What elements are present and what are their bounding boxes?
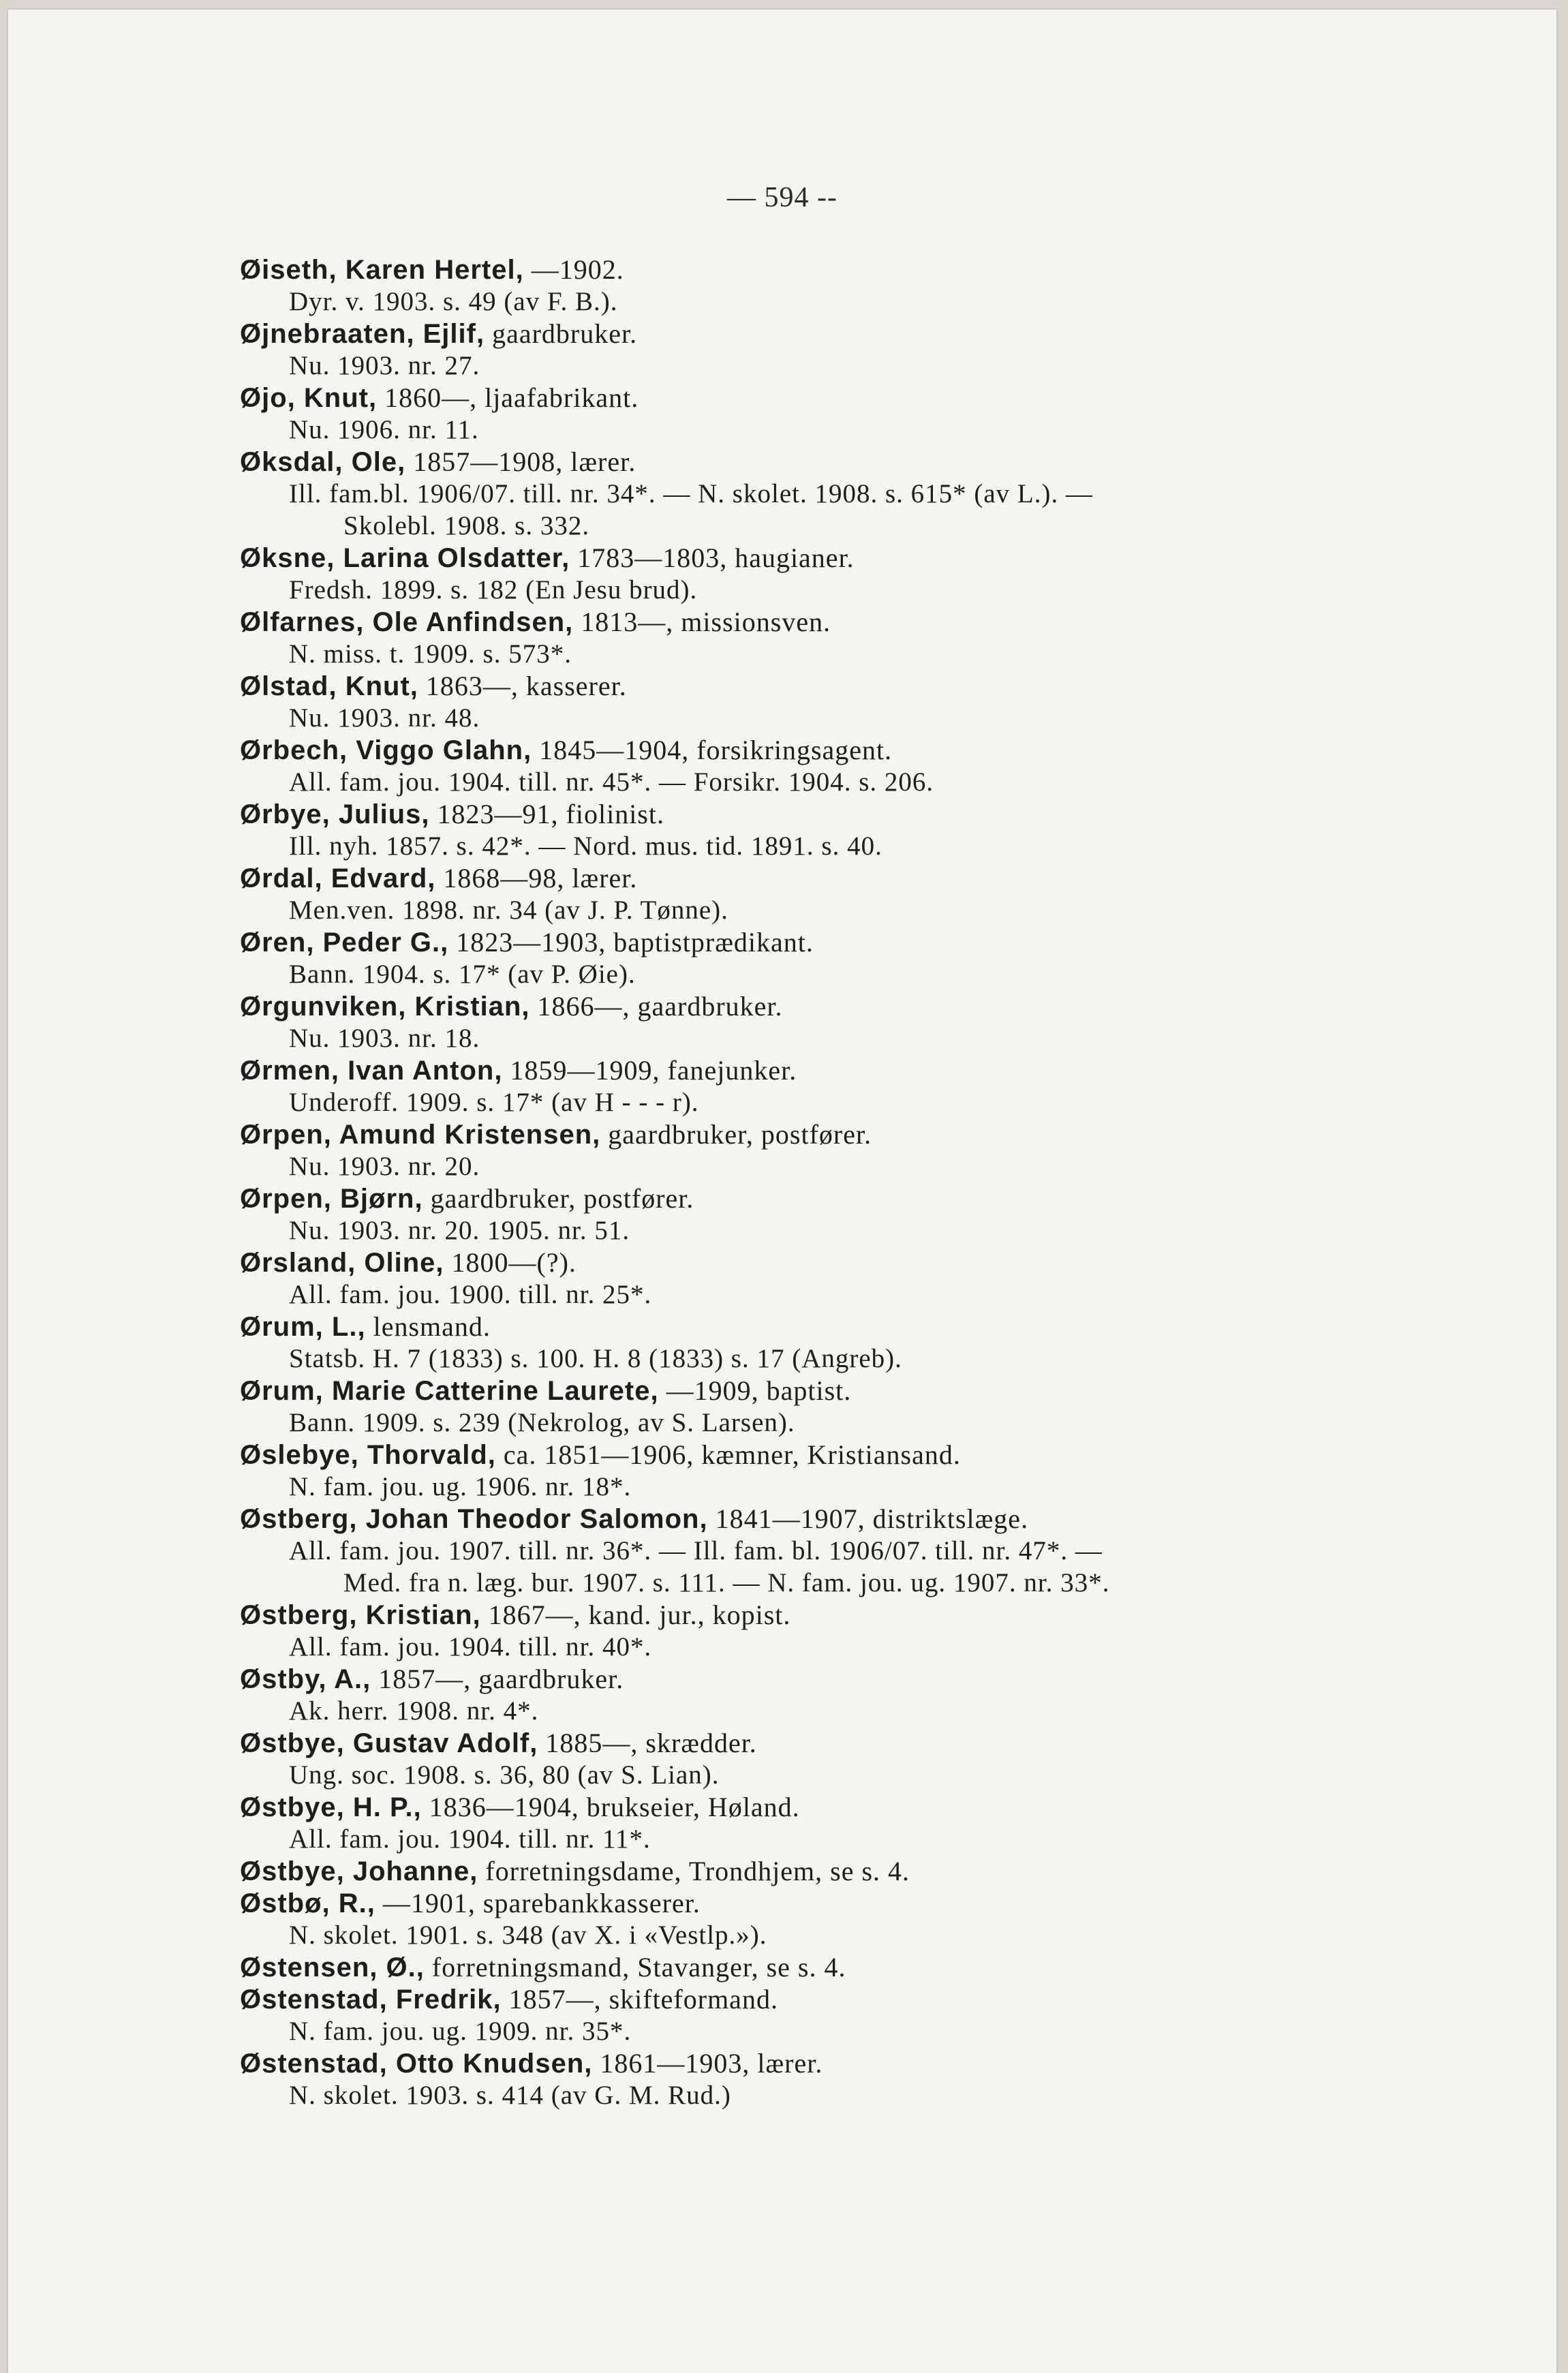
entry-description: 1857—, gaardbruker.: [371, 1664, 624, 1694]
entry: [240, 1375, 1453, 1439]
entry-description: forretningsmand, Stavanger, se s. 4.: [424, 1952, 846, 1982]
entry-heading: [240, 1791, 1453, 1823]
book-page: [8, 10, 1556, 2373]
entry-heading: [240, 990, 1453, 1022]
entry-heading: [240, 1311, 1453, 1343]
entry: [240, 1663, 1453, 1727]
entry-name: Østbø, R.,: [240, 1888, 375, 1918]
entry-name: Ørsland, Oline,: [240, 1248, 444, 1278]
entry-description: 1845—1904, forsikringsagent.: [532, 735, 893, 765]
entry-name: Østberg, Kristian,: [240, 1600, 481, 1630]
entry-description: 1861—1903, lærer.: [592, 2048, 823, 2079]
entry-description: 1860—, ljaafabrikant.: [377, 382, 639, 413]
entry: [240, 990, 1453, 1054]
entry-description: gaardbruker.: [485, 318, 638, 349]
entry-name: Øksne, Larina Olsdatter,: [240, 543, 570, 573]
entry-source: All. fam. jou. 1904. till. nr. 40*.: [289, 1632, 652, 1662]
entry-heading: [240, 2047, 1453, 2079]
entry-heading: [240, 446, 1453, 478]
entry-description: 1885—, skrædder.: [538, 1728, 757, 1758]
entry-description: 1857—, skifteformand.: [501, 1984, 778, 2015]
entry: [240, 446, 1453, 542]
entry-name: Ørpen, Bjørn,: [240, 1184, 423, 1214]
entry-description: 1857—1908, lærer.: [405, 446, 636, 477]
entry: [240, 1118, 1453, 1182]
entry: [240, 318, 1453, 382]
entry-heading: [240, 1182, 1453, 1214]
entry-source: Nu. 1903. nr. 20. 1905. nr. 51.: [289, 1216, 630, 1245]
entry-description: 1823—1903, baptistprædikant.: [448, 927, 814, 958]
entry-name: Øksdal, Ole,: [240, 447, 406, 477]
entry: [240, 1599, 1453, 1663]
entry-heading: [240, 1983, 1453, 2015]
entry-description: 1868—98, lærer.: [435, 863, 638, 893]
entry-heading: [240, 1118, 1453, 1150]
entry-heading: [240, 254, 1453, 286]
entry-description: ca. 1851—1906, kæmner, Kristiansand.: [495, 1439, 961, 1470]
entry-name: Ølfarnes, Ole Anfindsen,: [240, 607, 574, 637]
entry-name: Ølstad, Knut,: [240, 671, 418, 701]
entry-heading: [240, 606, 1453, 638]
entry-heading: [240, 1663, 1453, 1695]
entry-source: Nu. 1903. nr. 48.: [289, 703, 480, 733]
entry-description: 1783—1803, haugianer.: [570, 542, 855, 573]
entry-source: All. fam. jou. 1904. till. nr. 45*. — Forsikr. 1904. s. 206.: [289, 767, 934, 797]
entry: [240, 670, 1453, 734]
entry-name: Østberg, Johan Theodor Salomon,: [240, 1504, 708, 1534]
entry-description: lensmand.: [365, 1311, 491, 1342]
entry-description: 1863—, kasserer.: [418, 671, 627, 701]
entry-name: Ørum, Marie Catterine Laurete,: [240, 1376, 659, 1406]
entry-heading: [240, 542, 1453, 574]
entry-source: All. fam. jou. 1907. till. nr. 36*. — Ill. fam. bl. 1906/07. till. nr. 47*. —: [289, 1536, 1103, 1565]
entry-source: N. skolet. 1901. s. 348 (av X. i «Vestlp.»).: [289, 1920, 767, 1950]
entry-description: —1909, baptist.: [658, 1375, 852, 1406]
entry-source: Skolebl. 1908. s. 332.: [343, 511, 590, 540]
entry: [240, 1182, 1453, 1246]
entry-heading: [240, 1054, 1453, 1086]
entry-source: N. fam. jou. ug. 1906. nr. 18*.: [289, 1472, 632, 1501]
entry-heading: [240, 926, 1453, 958]
entry-name: Ørmen, Ivan Anton,: [240, 1056, 503, 1086]
entry-heading: [240, 798, 1453, 830]
entry-description: —1902.: [523, 254, 624, 285]
entry-name: Ørdal, Edvard,: [240, 863, 436, 893]
entry: [240, 1887, 1453, 1951]
entry-source: Ill. nyh. 1857. s. 42*. — Nord. mus. tid. 1891. s. 40.: [289, 831, 882, 861]
entry-name: Østby, A.,: [240, 1664, 371, 1694]
entry-source: Statsb. H. 7 (1833) s. 100. H. 8 (1833) s. 17 (Angreb).: [289, 1344, 902, 1373]
entry-heading: [240, 1503, 1453, 1535]
entry-source: Bann. 1909. s. 239 (Nekrolog, av S. Larsen).: [289, 1408, 795, 1437]
entry-source: Fredsh. 1899. s. 182 (En Jesu brud).: [289, 575, 698, 604]
entry-source: All. fam. jou. 1904. till. nr. 11*.: [289, 1824, 651, 1854]
entry-heading: [240, 670, 1453, 702]
entry-source: Med. fra n. læg. bur. 1907. s. 111. — N. fam. jou. ug. 1907. nr. 33*.: [343, 1568, 1110, 1597]
entry-heading: [240, 382, 1453, 414]
entry-description: —1901, sparebankkasserer.: [375, 1888, 701, 1918]
entry-description: 1866—, gaardbruker.: [529, 991, 783, 1022]
entry: [240, 1311, 1453, 1375]
entry: [240, 1855, 1453, 1887]
entry-source: Nu. 1903. nr. 18.: [289, 1024, 480, 1053]
entry: [240, 606, 1453, 670]
entry-name: Øren, Peder G.,: [240, 928, 449, 958]
entry-description: 1800—(?).: [444, 1247, 577, 1278]
entry-source: All. fam. jou. 1900. till. nr. 25*.: [289, 1280, 652, 1309]
entry-name: Østenstad, Fredrik,: [240, 1985, 502, 2015]
entry-name: Øjnebraaten, Ejlif,: [240, 319, 485, 349]
entry-source: N. fam. jou. ug. 1909. nr. 35*.: [289, 2017, 632, 2046]
entry-description: forretningsdame, Trondhjem, se s. 4.: [478, 1856, 910, 1886]
entry: [240, 542, 1453, 606]
entry-heading: [240, 1887, 1453, 1919]
entry-description: gaardbruker, postfører.: [422, 1183, 694, 1214]
entry-heading: [240, 1246, 1453, 1279]
entry-name: Ørgunviken, Kristian,: [240, 992, 530, 1022]
entry-name: Østensen, Ø.,: [240, 1953, 425, 1982]
entry-heading: [240, 862, 1453, 894]
entry-description: 1867—, kand. jur., kopist.: [480, 1599, 791, 1630]
entry: [240, 1983, 1453, 2047]
entry-source: Underoff. 1909. s. 17* (av H - - - r).: [289, 1088, 699, 1117]
entry-source: Ill. fam.bl. 1906/07. till. nr. 34*. — N. skolet. 1908. s. 615* (av L.). —: [289, 479, 1093, 508]
entry-source: Nu. 1906. nr. 11.: [289, 415, 479, 444]
entry-description: gaardbruker, postfører.: [600, 1119, 872, 1150]
entry: [240, 1054, 1453, 1118]
entry-name: Østbye, Johanne,: [240, 1856, 478, 1886]
entry: [240, 798, 1453, 862]
entry-source: Nu. 1903. nr. 20.: [289, 1152, 480, 1181]
entry-name: Øjo, Knut,: [240, 383, 378, 413]
entry-heading: [240, 734, 1453, 766]
entry-source: Men.ven. 1898. nr. 34 (av J. P. Tønne).: [289, 895, 728, 925]
entry-heading: [240, 1375, 1453, 1407]
entry-description: 1841—1907, distriktslæge.: [707, 1503, 1029, 1534]
entry: [240, 254, 1453, 318]
entry: [240, 734, 1453, 798]
entry-source: N. miss. t. 1909. s. 573*.: [289, 639, 572, 669]
entry-name: Ørum, L.,: [240, 1312, 366, 1342]
entry-source: Ak. herr. 1908. nr. 4*.: [289, 1696, 539, 1726]
entry-name: Østbye, Gustav Adolf,: [240, 1728, 538, 1758]
entry-name: Øiseth, Karen Hertel,: [240, 255, 524, 285]
entry-heading: [240, 1855, 1453, 1887]
entry-name: Ørbye, Julius,: [240, 799, 430, 829]
entry: [240, 1951, 1453, 1983]
entry-source: Dyr. v. 1903. s. 49 (av F. B.).: [289, 287, 618, 316]
entry: [240, 926, 1453, 990]
entry-description: 1823—91, fiolinist.: [429, 799, 664, 829]
entry-heading: [240, 318, 1453, 350]
entry-description: 1813—, missionsven.: [573, 607, 831, 637]
entry-heading: [240, 1599, 1453, 1631]
entry-source: Nu. 1903. nr. 27.: [289, 351, 480, 380]
biography-entry-list: [240, 254, 1453, 2111]
entry-source: N. skolet. 1903. s. 414 (av G. M. Rud.): [289, 2081, 731, 2110]
entry-name: Øslebye, Thorvald,: [240, 1440, 496, 1470]
entry: [240, 1791, 1453, 1855]
entry-heading: [240, 1951, 1453, 1983]
entry: [240, 382, 1453, 446]
entry-heading: [240, 1439, 1453, 1471]
entry-source: Ung. soc. 1908. s. 36, 80 (av S. Lian).: [289, 1760, 720, 1790]
entry: [240, 1727, 1453, 1791]
entry: [240, 1246, 1453, 1311]
page-number: — 594 --: [727, 182, 837, 213]
entry-name: Ørbech, Viggo Glahn,: [240, 735, 532, 765]
entry-name: Østbye, H. P.,: [240, 1792, 422, 1822]
entry-name: Ørpen, Amund Kristensen,: [240, 1120, 601, 1150]
entry-heading: [240, 1727, 1453, 1759]
entry: [240, 862, 1453, 926]
entry-description: 1859—1909, fanejunker.: [502, 1055, 797, 1086]
entry-description: 1836—1904, brukseier, Høland.: [421, 1792, 800, 1822]
entry: [240, 1439, 1453, 1503]
entry-source: Bann. 1904. s. 17* (av P. Øie).: [289, 960, 636, 989]
entry: [240, 1503, 1453, 1599]
entry: [240, 2047, 1453, 2111]
entry-name: Østenstad, Otto Knudsen,: [240, 2049, 593, 2079]
